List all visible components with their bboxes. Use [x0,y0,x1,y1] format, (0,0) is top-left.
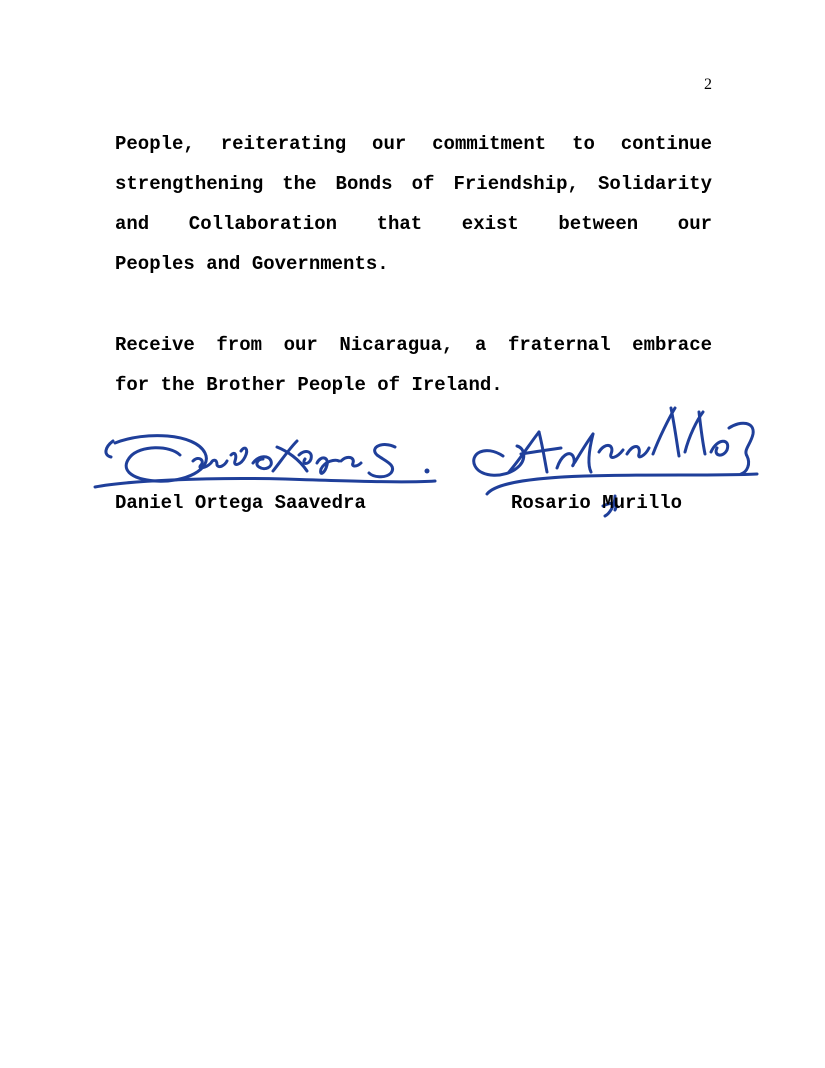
paragraph-line: People, reiterating our commitment to continue [115,133,712,155]
paragraph-line: Peoples and Governments. [115,253,389,275]
paragraph-line: strengthening the Bonds of Friendship, Solidarity [115,173,712,195]
paragraph-line: and Collaboration that exist between our [115,213,712,235]
paragraph-line: for the Brother People of Ireland. [115,374,503,396]
paragraph-fraternal-embrace [115,325,712,405]
paragraph-closing-commitment [115,124,712,284]
page-number: 2 [704,76,712,93]
signatory-name-daniel-ortega: Daniel Ortega Saavedra [115,492,366,514]
paragraph-line: Receive from our Nicaragua, a fraternal embrace [115,334,712,356]
signatory-name-rosario-murillo: Rosario Murillo [511,492,683,514]
